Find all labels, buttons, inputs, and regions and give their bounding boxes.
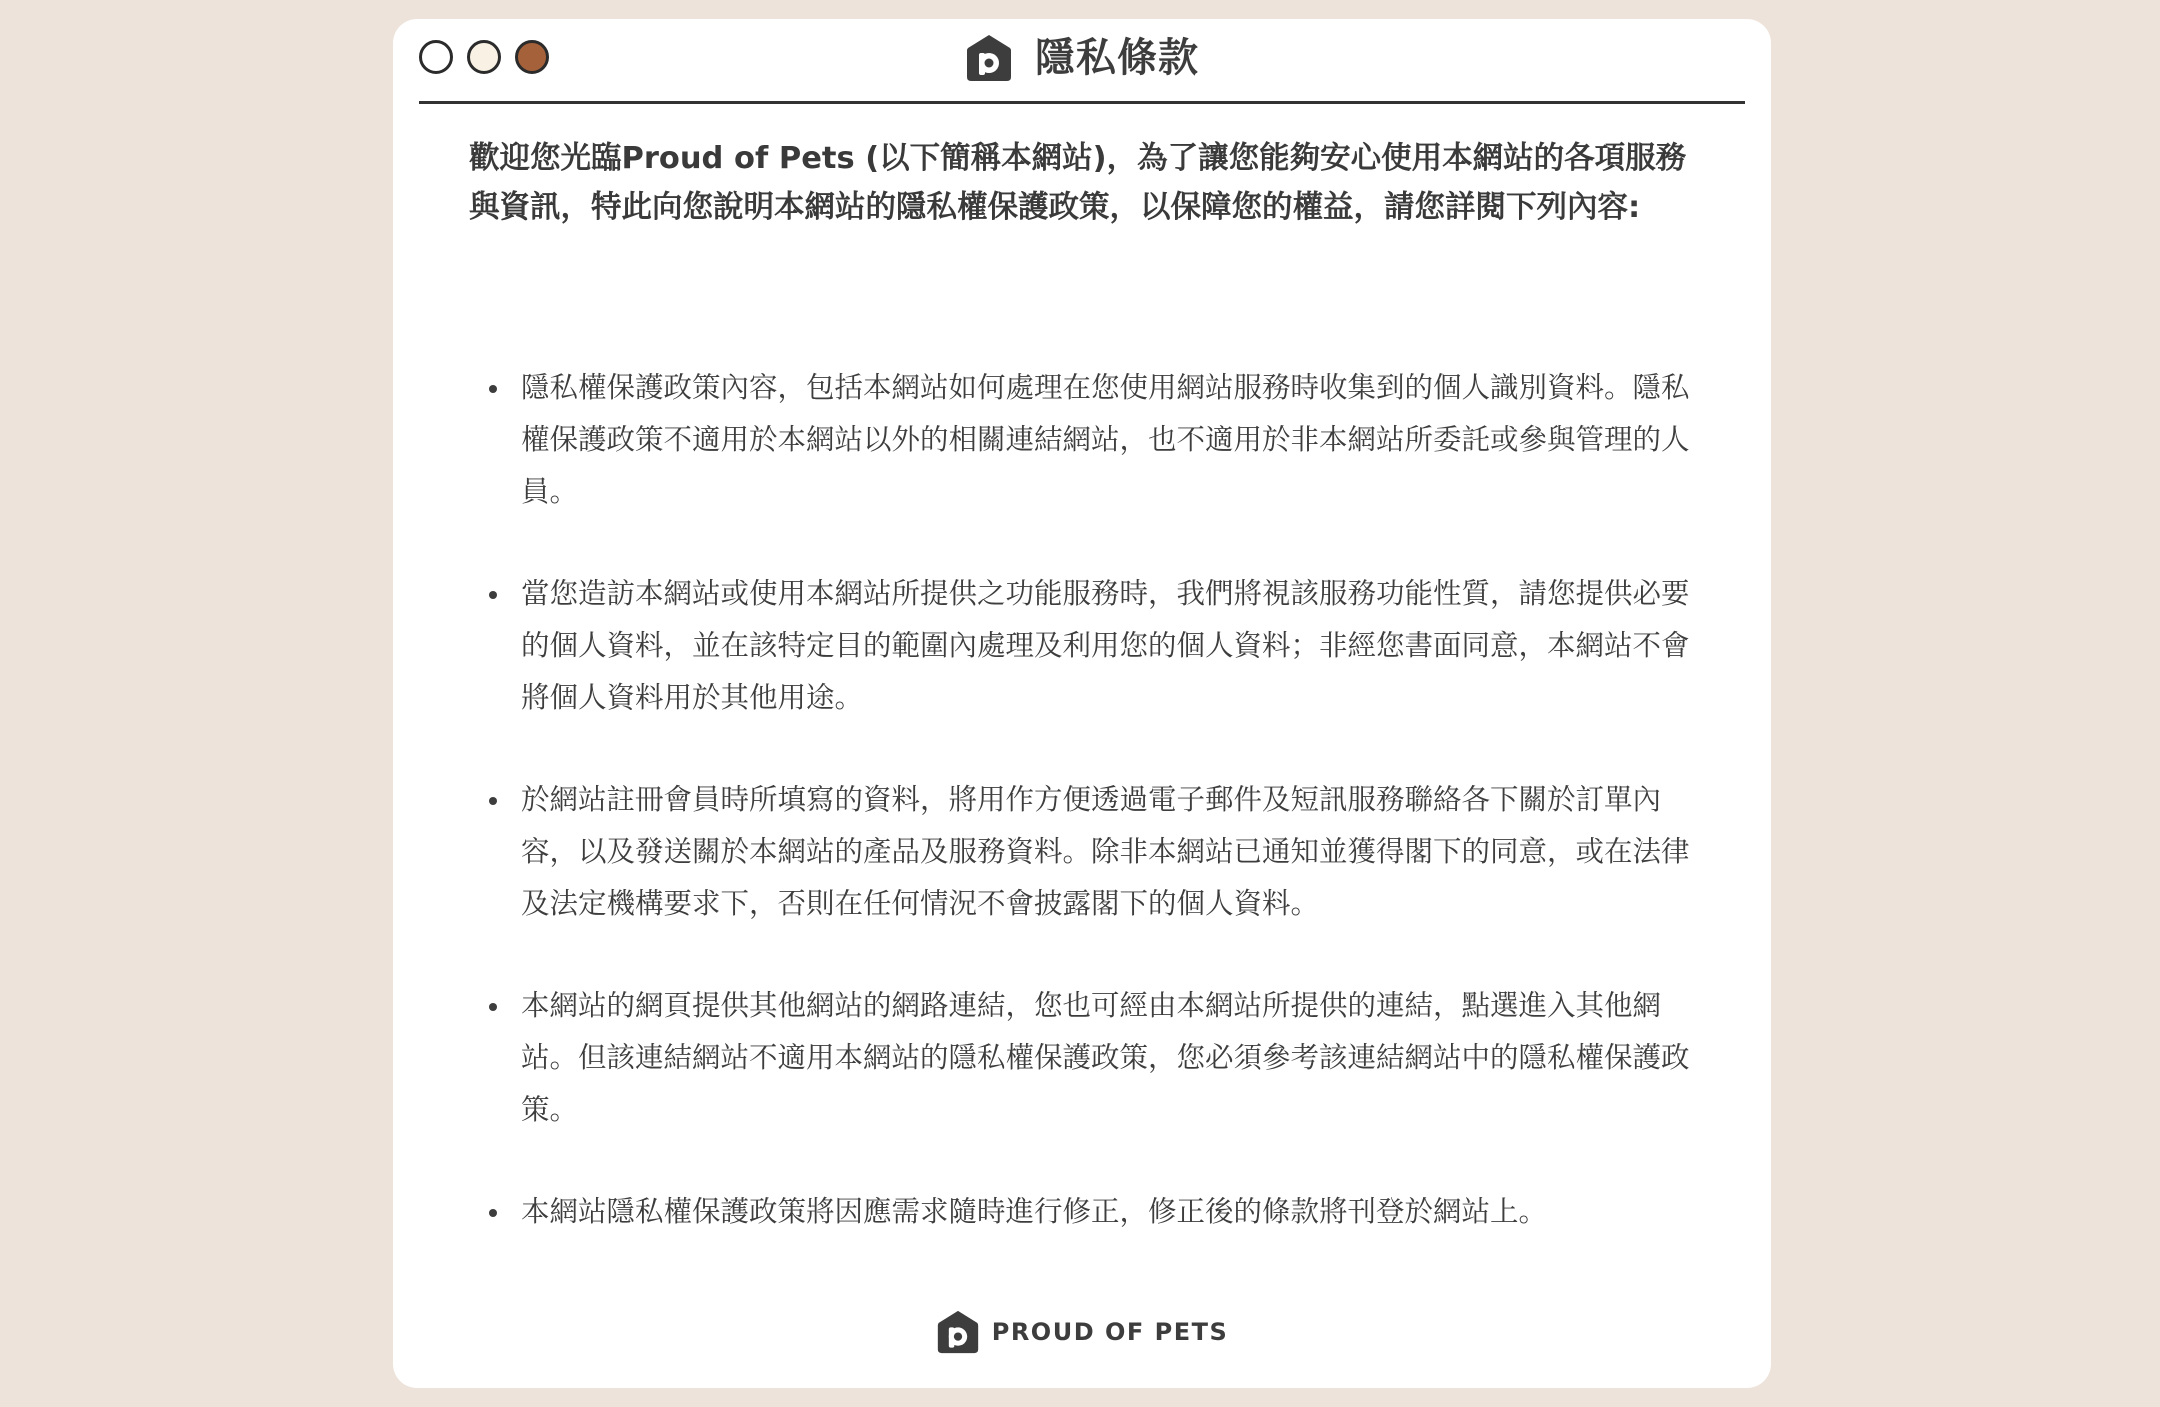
policy-item-collection: 隱私權保護政策內容，包括本網站如何處理在您使用網站服務時收集到的個人識別資料。隱私權保護政策不適用於本網站以外的相關連結網站，也不適用於非本網站所委託或參與管理的人員。	[487, 362, 1699, 518]
footer-brand-block	[393, 1309, 1771, 1355]
title-group	[419, 33, 1745, 83]
footer-brand-name: PROUD OF PETS	[991, 1318, 1229, 1346]
proud-of-pets-logo-icon	[936, 1309, 980, 1355]
policy-list	[487, 362, 1699, 1288]
policy-item-external-links: 本網站的網頁提供其他網站的網路連結，您也可經由本網站所提供的連結，點選進入其他網站。但該連結網站不適用本網站的隱私權保護政策，您必須參考該連結網站中的隱私權保護政策。	[487, 980, 1699, 1136]
page-title: 隱私條款	[1035, 35, 1199, 81]
privacy-policy-window	[393, 19, 1771, 1388]
intro-paragraph: 歡迎您光臨Proud of Pets (以下簡稱本網站)，為了讓您能夠安心使用本網站的各項服務與資訊，特此向您說明本網站的隱私權保護政策，以保障您的權益，請您詳閱下列內容:	[469, 141, 1687, 225]
policy-item-usage: 當您造訪本網站或使用本網站所提供之功能服務時，我們將視該服務功能性質，請您提供必要的個人資料，並在該特定目的範圍內處理及利用您的個人資料；非經您書面同意，本網站不會將個人資料用於其他用途。	[487, 568, 1699, 724]
window-titlebar	[419, 19, 1745, 104]
policy-item-member-data: 於網站註冊會員時所填寫的資料，將用作方便透過電子郵件及短訊服務聯絡各下關於訂單內容，以及發送關於本網站的產品及服務資料。除非本網站已通知並獲得閣下的同意，或在法律及法定機構要求下，否則在任何情況不會披露閣下的個人資料。	[487, 774, 1699, 930]
policy-item-revisions: 本網站隱私權保護政策將因應需求隨時進行修正，修正後的條款將刊登於網站上。	[487, 1186, 1699, 1238]
proud-of-pets-logo-icon	[965, 33, 1013, 83]
